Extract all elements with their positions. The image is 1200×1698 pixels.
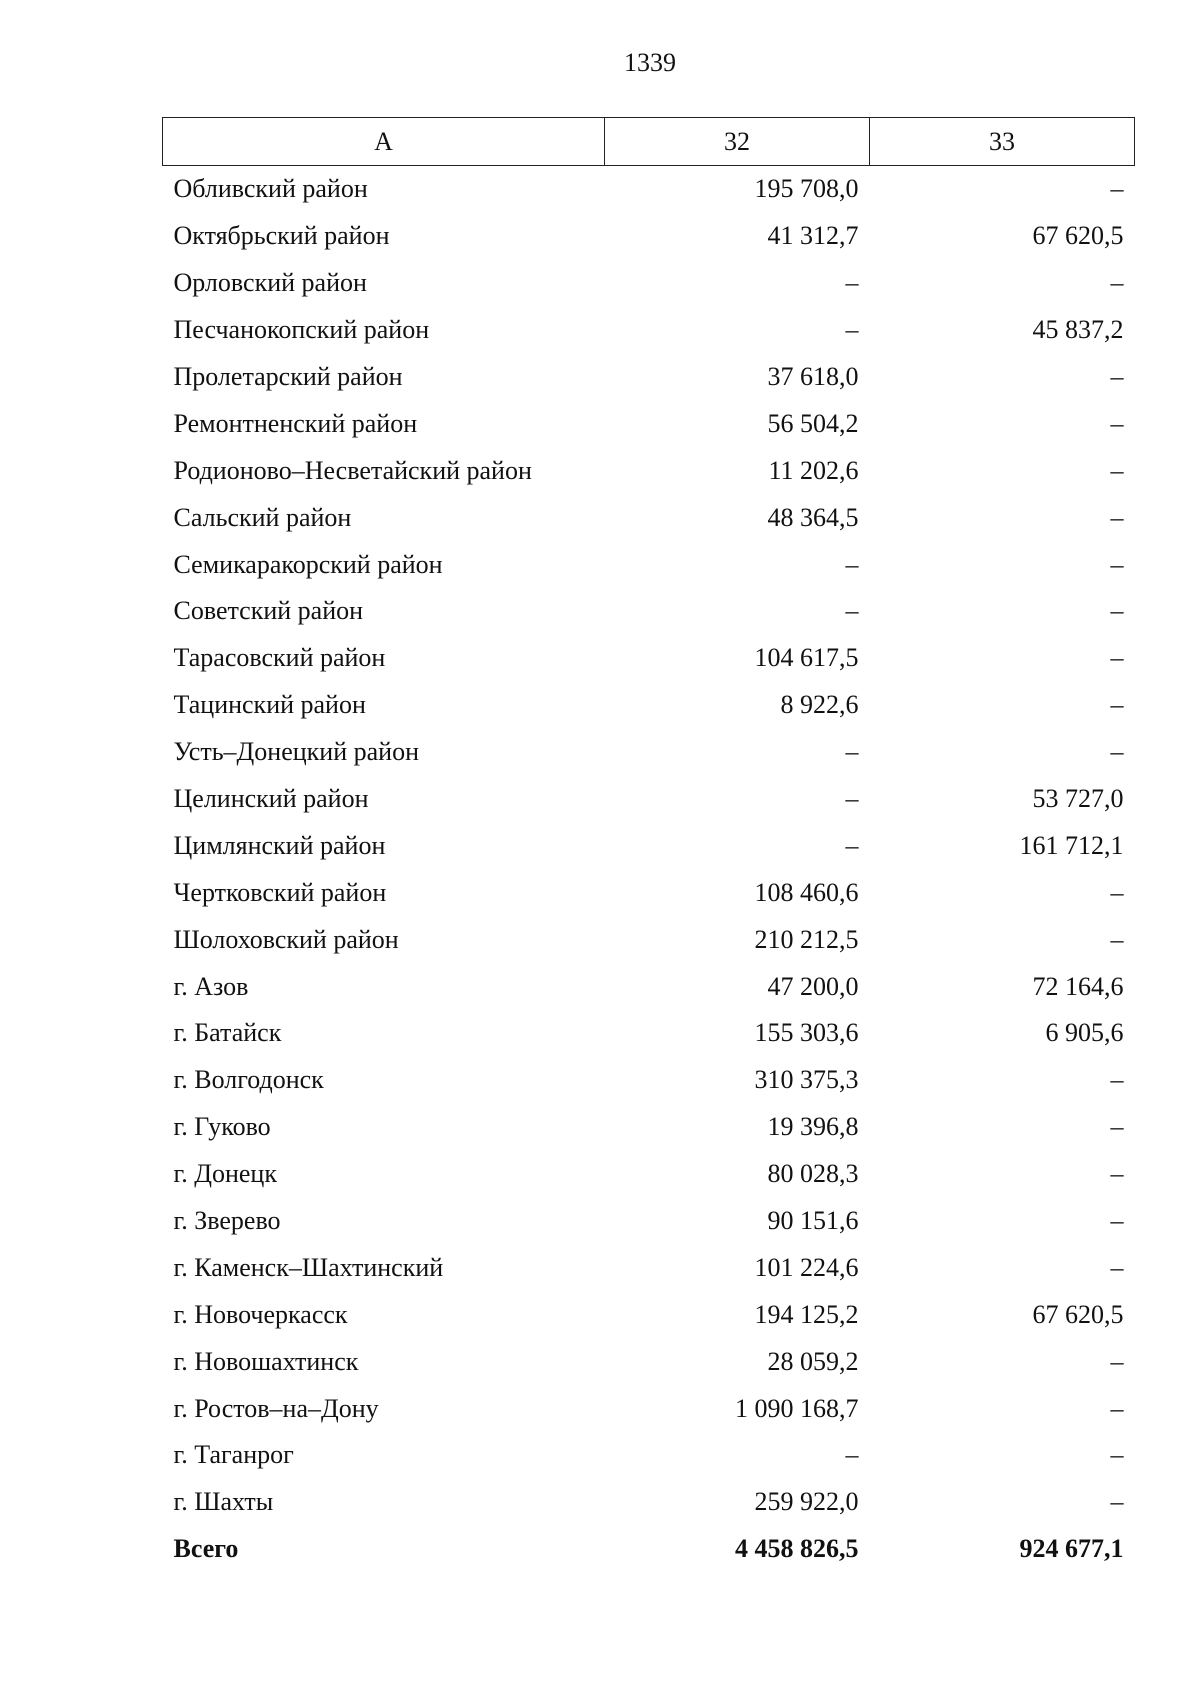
row-value-32: 101 224,6 — [754, 1252, 859, 1282]
row-value-33: – — [1110, 877, 1124, 907]
row-value-32: 48 364,5 — [767, 502, 859, 532]
table-row — [163, 1244, 1135, 1291]
row-value-32: – — [845, 268, 859, 298]
table-row — [163, 1104, 1135, 1151]
table-row — [163, 822, 1135, 869]
row-name: Усть–Донецкий район — [173, 737, 419, 767]
table-row — [163, 1010, 1135, 1057]
table-row — [163, 1338, 1135, 1385]
row-value-32: – — [845, 549, 859, 579]
table-row — [163, 682, 1135, 729]
table-row — [163, 1432, 1135, 1479]
row-value-33: – — [1110, 268, 1124, 298]
table-row — [163, 260, 1135, 307]
row-name: Шолоховский район — [173, 924, 399, 954]
row-value-32: 37 618,0 — [767, 362, 859, 391]
row-name: г. Новочеркасск — [173, 1299, 348, 1329]
row-value-32: 155 303,6 — [754, 1018, 859, 1048]
row-value-33: – — [1110, 549, 1124, 579]
row-value-32: 104 617,5 — [754, 643, 859, 673]
table-row — [163, 1151, 1135, 1198]
table-row — [163, 1385, 1135, 1432]
row-name: Родионово–Несветайский район — [173, 455, 532, 485]
row-name: г. Новошахтинск — [173, 1346, 359, 1376]
table-row — [163, 1291, 1135, 1338]
table-row — [163, 1198, 1135, 1245]
row-name: г. Волгодонск — [173, 1065, 324, 1095]
row-value-33: – — [1110, 174, 1124, 204]
row-value-32: 90 151,6 — [767, 1206, 859, 1236]
row-value-32: – — [845, 1440, 859, 1470]
row-value-32: 56 504,2 — [767, 408, 859, 438]
page-number: 1339 — [624, 48, 676, 77]
row-value-32: 310 375,3 — [754, 1065, 859, 1095]
row-value-33: – — [1110, 455, 1124, 485]
total-value-32: 4 458 826,5 — [735, 1534, 859, 1564]
data-table — [162, 117, 1135, 1573]
row-value-32: – — [845, 737, 859, 767]
row-value-32: 19 396,8 — [767, 1112, 859, 1142]
row-value-33: – — [1110, 924, 1124, 954]
row-value-33: 67 620,5 — [1032, 221, 1124, 251]
row-value-32: – — [845, 830, 859, 860]
row-value-32: 1 090 168,7 — [735, 1393, 859, 1423]
row-name: г. Таганрог — [173, 1440, 294, 1470]
table-row — [163, 776, 1135, 823]
table-row — [163, 729, 1135, 776]
row-name: г. Шахты — [173, 1487, 274, 1517]
row-value-33: – — [1110, 408, 1124, 438]
row-value-33: – — [1110, 502, 1124, 532]
row-name: Советский район — [173, 596, 364, 626]
table-row — [163, 1057, 1135, 1104]
row-value-33: – — [1110, 1393, 1124, 1423]
row-value-33: – — [1110, 1159, 1124, 1189]
row-value-33: – — [1110, 362, 1124, 391]
row-value-33: 45 837,2 — [1032, 315, 1124, 345]
row-name: Сальский район — [173, 502, 352, 532]
row-value-32: 195 708,0 — [754, 174, 859, 204]
row-name: г. Батайск — [173, 1018, 282, 1048]
row-value-32: 8 922,6 — [780, 690, 859, 720]
row-name: Ремонтненский район — [173, 408, 418, 438]
row-name: Семикаракорский район — [173, 549, 443, 579]
row-value-32: – — [845, 315, 859, 345]
row-name: Октябрьский район — [173, 221, 390, 251]
row-name: Тарасовский район — [173, 643, 386, 673]
row-value-33: – — [1110, 1440, 1124, 1470]
table-header — [163, 118, 1135, 166]
total-value-33: 924 677,1 — [1019, 1534, 1124, 1564]
row-value-32: 11 202,6 — [768, 455, 859, 485]
table-row — [163, 541, 1135, 588]
row-value-32: 259 922,0 — [754, 1487, 859, 1517]
total-label: Всего — [173, 1534, 239, 1564]
row-value-32: 28 059,2 — [767, 1346, 859, 1376]
table-row — [163, 588, 1135, 635]
table-row — [163, 354, 1135, 401]
row-value-32: 108 460,6 — [754, 877, 859, 907]
row-value-33: – — [1110, 1206, 1124, 1236]
row-value-32: 194 125,2 — [754, 1299, 859, 1329]
row-value-32: 41 312,7 — [767, 221, 859, 251]
row-value-32: – — [845, 784, 859, 814]
row-name: г. Каменск–Шахтинский — [173, 1252, 444, 1282]
row-name: Орловский район — [173, 268, 367, 298]
row-value-33: 6 905,6 — [1045, 1018, 1124, 1048]
column-header-32: 32 — [605, 118, 870, 166]
table-row — [163, 494, 1135, 541]
row-value-32: 47 200,0 — [767, 971, 859, 1001]
table-row — [163, 307, 1135, 354]
row-value-32: – — [845, 596, 859, 626]
row-name: г. Донецк — [173, 1159, 277, 1189]
table-body — [163, 166, 1135, 1573]
total-row — [163, 1526, 1135, 1573]
row-value-33: – — [1110, 643, 1124, 673]
row-name: г. Азов — [173, 971, 249, 1001]
row-name: Песчанокопский район — [173, 315, 430, 345]
row-name: Целинский район — [173, 784, 369, 814]
row-name: г. Ростов–на–Дону — [173, 1393, 379, 1423]
row-name: Обливский район — [173, 174, 368, 204]
table-row — [163, 869, 1135, 916]
row-value-33: – — [1110, 1346, 1124, 1376]
row-value-33: 161 712,1 — [1019, 830, 1124, 860]
row-value-33: 67 620,5 — [1032, 1299, 1124, 1329]
table-row — [163, 1479, 1135, 1526]
row-value-33: 53 727,0 — [1032, 784, 1124, 814]
column-header-33: 33 — [870, 118, 1135, 166]
column-header-a: А — [163, 118, 605, 166]
row-name: Чертковский район — [173, 877, 387, 907]
header-row — [163, 118, 1135, 166]
table-row — [163, 166, 1135, 213]
table-row — [163, 213, 1135, 260]
row-value-33: – — [1110, 737, 1124, 767]
row-value-33: – — [1110, 1252, 1124, 1282]
row-value-33: – — [1110, 1487, 1124, 1517]
table-row — [163, 963, 1135, 1010]
row-name: г. Гуково — [173, 1112, 271, 1142]
row-name: Пролетарский район — [173, 362, 403, 391]
row-value-33: – — [1110, 690, 1124, 720]
table-row — [163, 916, 1135, 963]
row-value-33: – — [1110, 596, 1124, 626]
table-row — [163, 635, 1135, 682]
row-value-33: – — [1110, 1065, 1124, 1095]
row-value-33: 72 164,6 — [1032, 971, 1124, 1001]
row-name: Тацинский район — [173, 690, 366, 720]
row-name: г. Зверево — [173, 1206, 281, 1236]
row-value-32: 80 028,3 — [767, 1159, 859, 1189]
row-name: Цимлянский район — [173, 830, 386, 860]
row-value-32: 210 212,5 — [754, 924, 859, 954]
row-value-33: – — [1110, 1112, 1124, 1142]
table-row — [163, 400, 1135, 447]
table-row — [163, 447, 1135, 494]
